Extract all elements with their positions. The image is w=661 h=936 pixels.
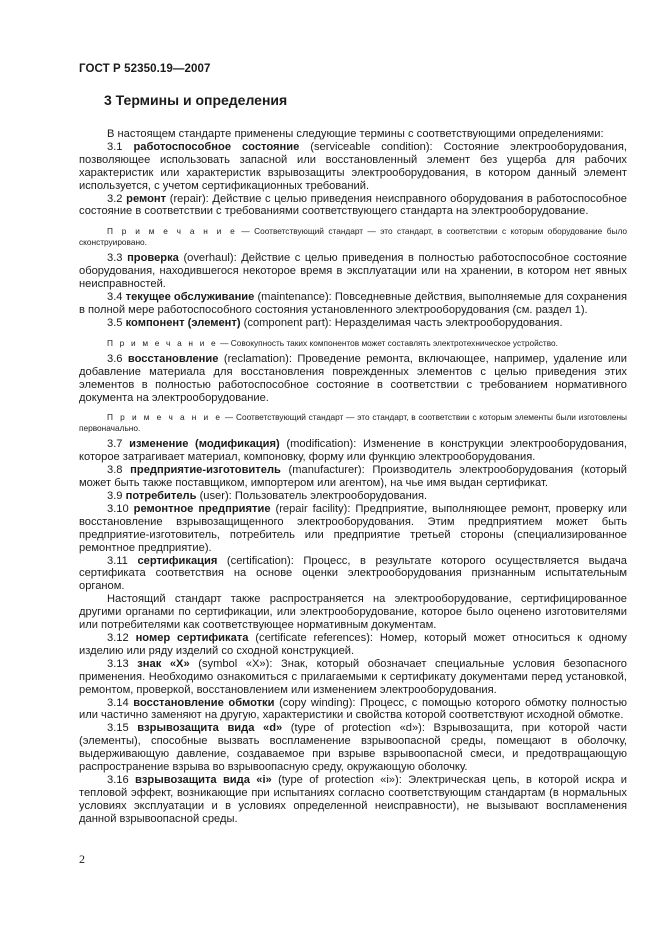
term-name: взрывозащита вида «i» (135, 773, 272, 786)
term-definition: (type of protection «i»): Электрическая цепь, в которой искра и тепловой эффект, возникающие при испытаниях согласно соответствующим стандартам (в нормальных условиях эксплуатации и в условиях определенной неисправности), не вызывают воспламенения данной взрывоопасной среды. (79, 773, 627, 825)
term-name: работоспособное состояние (133, 140, 300, 153)
term-number: 3.5 (107, 316, 123, 329)
term-3-11-extra: Настоящий стандарт также распространяется на электрооборудование, сертифицированное другими органами по сертификации, или электрооборудование, которое было оценено изготовителями или потребителями как соответствующее нормативным документам. (79, 593, 627, 632)
term-name: предприятие-изготовитель (130, 464, 281, 477)
term-definition: (modification): Изменение в конструкции электрооборудования, которое затрагивает материал, компоновку, форму или функцию электрооборудования. (79, 438, 627, 464)
term-definition: (manufacturer): Производитель электрооборудования (который может быть также поставщиком, импортером или агентом), на чье имя выдан сертификат. (79, 464, 627, 490)
term-number: 3.3 (107, 252, 123, 265)
term-definition: (certification): Процесс, в результате которого осуществляется выдача сертификата соответствия на основе оценки электрооборудования признанным испытательным органом. (79, 554, 627, 593)
term-3-15 (79, 722, 627, 774)
term-name: изменение (модификация) (129, 438, 280, 451)
term-definition: (component part): Неразделимая часть электрооборудования. (240, 316, 563, 329)
term-3-11 (79, 555, 627, 594)
term-number: 3.11 (107, 554, 128, 567)
note-1 (79, 226, 627, 248)
note-label: П р и м е ч а н и е (107, 337, 218, 348)
term-3-7 (79, 438, 627, 464)
term-definition: (maintenance): Повседневные действия, выполняемые для сохранения в полной мере работоспособного состояния установленного электрооборудования (см. раздел 1). (79, 291, 627, 316)
note-text: — Соответствующий стандарт — это стандарт, в соответствии с которым оборудование было сконструировано. (79, 226, 627, 248)
term-3-8 (79, 464, 627, 490)
term-name: потребитель (125, 490, 197, 503)
note-text: — Совокупность таких компонентов может составлять электротехническое устройство. (217, 337, 558, 348)
term-number: 3.1 (107, 140, 123, 153)
intro-paragraph: В настоящем стандарте применены следующие термины с соответствующими определениями: (107, 128, 604, 140)
term-name: знак «X» (137, 657, 190, 670)
term-number: 3.13 (107, 657, 129, 670)
note-2 (79, 338, 627, 349)
term-definition: (symbol «X»): Знак, который обозначает специальные условия безопасного применения. Необходимо ознакомиться с прилагаемыми к сертификату документами перед установкой, ремонтом, проверкой, восстановлением или изменением электрооборудования. (79, 657, 627, 696)
note-label: П р и м е ч а н и е (107, 226, 237, 237)
section-body (79, 128, 627, 826)
term-3-4 (79, 291, 627, 317)
term-3-3 (79, 252, 627, 291)
document-header: ГОСТ Р 52350.19—2007 (79, 63, 211, 75)
term-name: восстановление обмотки (133, 696, 275, 709)
term-number: 3.10 (107, 502, 129, 515)
term-number: 3.12 (107, 632, 129, 644)
term-definition: (type of protection «d»): Взрывозащита, при которой части (элементы), способные вызвать воспламенение взрывоопасной среды, помещают в оболочку, выдерживающую давление, создаваемое при взрыве взрывоопасной смеси, и предотвращающую распространение взрыва во взрывоопасную среду, окружающую оболочку. (79, 722, 627, 774)
term-3-9 (79, 490, 627, 503)
term-name: сертификация (137, 554, 218, 567)
term-number: 3.9 (107, 490, 123, 503)
term-definition: (serviceable condition): Состояние электрооборудования, позволяющее использовать запасной или восстановленный элемент без ущерба для рабочих характеристик или характеристик взрывозащиты электрооборудования, в котором данный элемент используется, с учетом сертификационных требований. (79, 140, 627, 192)
term-name: текущее обслуживание (125, 291, 255, 304)
term-definition: (overhaul): Действие с целью приведения в полностью работоспособное состояние оборудования, находившегося некоторое время в эксплуатации или на хранении, в котором нет явных неисправностей. (79, 252, 627, 291)
section-title: 3 Термины и определения (104, 92, 288, 108)
note-label: П р и м е ч а н и е (107, 412, 223, 423)
term-name: восстановление (127, 352, 219, 365)
term-number: 3.14 (107, 696, 129, 709)
term-definition: (user): Пользователь электрооборудования. (196, 490, 428, 503)
note-3 (79, 412, 627, 434)
term-name: взрывозащита вида «d» (137, 722, 283, 735)
term-3-5 (79, 317, 627, 330)
term-name: компонент (элемент) (125, 316, 241, 329)
term-number: 3.7 (107, 438, 123, 451)
term-3-13 (79, 658, 627, 697)
term-name: ремонтное предприятие (133, 502, 271, 515)
term-number: 3.16 (107, 773, 129, 786)
term-number: 3.6 (107, 352, 123, 365)
page-number: 2 (79, 852, 85, 866)
term-name: номер сертификата (135, 632, 249, 644)
term-3-10 (79, 503, 627, 555)
term-definition: (repair facility): Предприятие, выполняющее ремонт, проверку или восстановление взрывозащищенного электрооборудования. Этим предприятием может быть предприятие-изготовитель, потребитель или предприятие третьей стороны (специализированное ремонтное предприятие). (79, 502, 627, 554)
term-definition: (repair): Действие с целью приведения неисправного оборудования в работоспособное состояние в соответствии с требованиями соответствующего стандарта на электрооборудование. (79, 192, 627, 218)
term-number: 3.15 (107, 722, 129, 735)
term-number: 3.2 (107, 192, 123, 205)
term-3-2 (79, 193, 627, 219)
term-3-14 (79, 697, 627, 723)
term-definition: (certificate references): Номер, который может относиться к одному изделию или ряду изделий со сходной конструкцией. (79, 632, 627, 657)
term-3-1 (79, 141, 627, 193)
term-definition: (copy winding): Процесс, с помощью которого обмотку полностью или частично заменяют на другую, характеристики и свойства которой соответствуют исходной обмотке. (79, 696, 627, 722)
term-3-6 (79, 353, 627, 405)
term-number: 3.8 (107, 464, 123, 477)
term-3-16 (79, 774, 627, 826)
term-name: ремонт (126, 192, 167, 205)
note-text: — Соответствующий стандарт — это стандарт, в соответствии с которым элементы были изготовлены первоначально. (79, 412, 627, 434)
term-number: 3.4 (107, 291, 123, 304)
term-3-12 (79, 632, 627, 658)
term-name: проверка (127, 252, 179, 265)
term-definition: (reclamation): Проведение ремонта, включающее, например, удаление или добавление материала для восстановления поврежденных элементов с целью приведения этих элементов в полностью работоспособное состояние в соответствии с требованием нормативного документа на электрооборудование. (79, 352, 627, 404)
